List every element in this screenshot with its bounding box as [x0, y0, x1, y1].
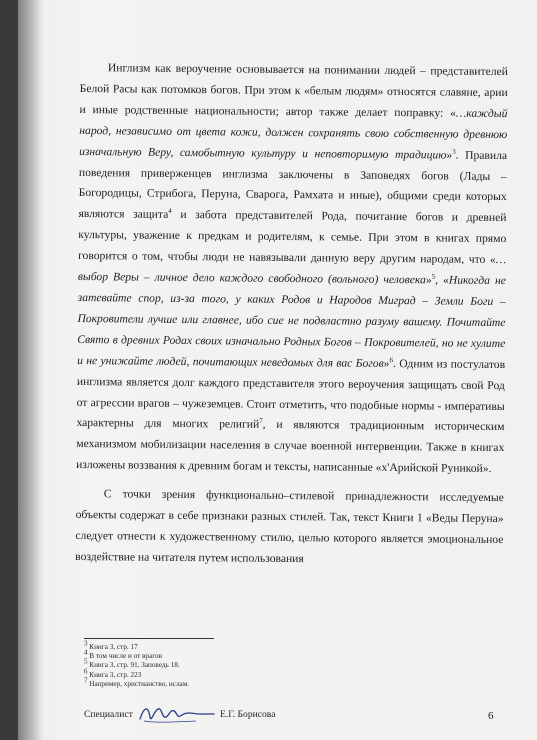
- footnote-3: $^3$ Книга 3, стр. 17: [84, 639, 138, 651]
- footnote-ref: 3: [452, 147, 456, 156]
- text-run: »: [446, 148, 453, 162]
- footnote-separator: [84, 638, 214, 639]
- text-run: . Одним из постулатов инглизма является долг каждого представителя этого вероучения защищать свой Род от агрессии врагов – чужеземцев. Стоит отметить, что подобные нормы - императивы характерны для многих религий: [76, 356, 506, 432]
- document-page: [18, 0, 537, 740]
- text-run: »: [425, 273, 432, 287]
- italic-quote: …выбор Веры – личное дело каждого свободного (вольного) человека: [77, 253, 507, 287]
- text-run: , и являются традиционным историческим механизмом мобилизации населения в случае военной интервенции. Также в книгах изложены воззвания к древним богам и тексты, написанные «х'Арийской Руникой».: [76, 418, 505, 476]
- body-text: [75, 58, 508, 572]
- footnote-4: $^4$ В том числе и от врагов: [84, 648, 162, 661]
- handwritten-signature-icon: [136, 701, 216, 727]
- footnote-ref: 5: [431, 272, 436, 281]
- italic-quote: Никогда не затевайте спор, из-за того, у каких Родов и Народов Миград – Земли Боги – Покровители лучше или главнее, ибо сие не подвластно разуму вашему. Почитайте Свято в древних Родах своих изначально Родных Богов – Покровителей, но не хулите и не унижайте людей, почитающих неведомых для вас Богов: [77, 273, 506, 370]
- text-run: и забота представителей Рода, почитание богов и древней культуры, уважение к предкам и родителям, к семье. При этом в книгах прямо говорится о том, чтобы люди не навязывали данную веру другим народам, что «: [78, 208, 507, 267]
- footnote-ref: 7: [259, 417, 263, 426]
- paragraph-1: [76, 58, 508, 480]
- text-run: . Правила поведения приверженцев инглизма заключены в Заповедях богов (Лады – Богородицы, Стрибога, Перуна, Сварога, Рамхата и иные), общими среди которых являются защита: [78, 148, 508, 222]
- footnote-ref: 6: [389, 355, 394, 364]
- italic-quote: …каждый народ, независимо от цвета кожи, должен сохранять свою собственную древнюю изначальную Веру, самобытную культуру и неповторимую традицию: [79, 106, 508, 162]
- footnote-ref: 4: [168, 207, 172, 216]
- text-run: , «: [435, 273, 449, 287]
- text-run: Инглизм как вероучение основывается на понимании людей – представителей Белой Расы как потомков богов. При этом к «белым людям» относятся славяне, арии и иные родственные национальности; автор также делает поправку: «: [79, 61, 508, 120]
- text-run: »: [383, 356, 390, 370]
- footnote-7: $^7$ Например, христианство, ислам.: [84, 676, 190, 688]
- text-run: С точки зрения функционально–стилевой принадлежности исследуемые объекты содержат в себе признаки разных стилей. Так, текст Книги 1 «Веды Перуна» следует отнести к художественному стилю, целью которого является эмоциональное воздействие на читателя путем использования: [75, 487, 504, 566]
- page-number: 6: [488, 710, 494, 722]
- signature-role: Специалист: [84, 709, 133, 720]
- signature-name: Е.Г. Борисова: [220, 709, 276, 720]
- binding-shadow: [18, 0, 44, 740]
- footnote-6: $^6$ Книга 3, стр. 223: [84, 667, 142, 679]
- footnotes: [84, 639, 384, 689]
- signature-block: [84, 706, 364, 728]
- paragraph-2: [75, 484, 504, 572]
- footnote-5: $^5$ Книга 3, стр. 91, Заповедь 18.: [84, 658, 180, 670]
